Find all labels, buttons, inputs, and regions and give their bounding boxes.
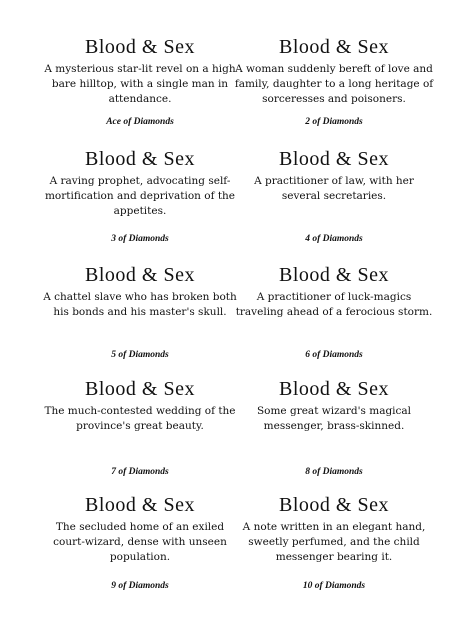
card-title: Blood & Sex bbox=[279, 378, 389, 400]
card-description: A woman suddenly bereft of love and family, daughter to a long heritage of sorceresses and poisoners. bbox=[234, 63, 434, 105]
card-ace-of-diamonds bbox=[40, 36, 240, 127]
card-label: 10 of Diamonds bbox=[302, 581, 366, 591]
card-description: A practitioner of luck-magics traveling ahead of a ferocious storm. bbox=[235, 291, 433, 318]
card-label: 9 of Diamonds bbox=[111, 581, 169, 591]
card-9-of-diamonds bbox=[40, 494, 240, 591]
card-title: Blood & Sex bbox=[85, 378, 195, 400]
card-description: The secluded home of an exiled court-wizard, dense with unseen population. bbox=[53, 521, 227, 563]
card-title: Blood & Sex bbox=[85, 264, 195, 286]
card-title: Blood & Sex bbox=[85, 148, 195, 170]
card-title: Blood & Sex bbox=[279, 264, 389, 286]
card-description: A raving prophet, advocating self-mortification and deprivation of the appetites. bbox=[44, 175, 236, 217]
card-label: 5 of Diamonds bbox=[111, 350, 169, 360]
card-description: A chattel slave who has broken both his bonds and his master's skull. bbox=[43, 291, 237, 318]
card-7-of-diamonds bbox=[40, 378, 240, 477]
card-label: 6 of Diamonds bbox=[305, 350, 363, 360]
card-description: Some great wizard's magical messenger, brass-skinned. bbox=[256, 405, 412, 432]
card-5-of-diamonds bbox=[40, 264, 240, 360]
card-6-of-diamonds bbox=[234, 264, 434, 360]
card-4-of-diamonds bbox=[234, 148, 434, 244]
card-3-of-diamonds bbox=[40, 148, 240, 244]
card-label: Ace of Diamonds bbox=[106, 117, 174, 127]
card-title: Blood & Sex bbox=[279, 494, 389, 516]
card-description: The much-contested wedding of the province's great beauty. bbox=[44, 405, 236, 432]
card-description: A mysterious star-lit revel on a high bare hilltop, with a single man in attendance. bbox=[44, 63, 236, 105]
card-label: 7 of Diamonds bbox=[111, 467, 169, 477]
card-label: 4 of Diamonds bbox=[305, 234, 363, 244]
card-title: Blood & Sex bbox=[85, 36, 195, 58]
card-2-of-diamonds bbox=[234, 36, 434, 127]
card-description: A note written in an elegant hand, sweetly perfumed, and the child messenger bearing it. bbox=[242, 521, 426, 563]
card-label: 8 of Diamonds bbox=[305, 467, 363, 477]
card-title: Blood & Sex bbox=[85, 494, 195, 516]
card-description: A practitioner of law, with her several secretaries. bbox=[254, 175, 414, 202]
card-title: Blood & Sex bbox=[279, 36, 389, 58]
card-title: Blood & Sex bbox=[279, 148, 389, 170]
card-label: 2 of Diamonds bbox=[305, 117, 363, 127]
card-10-of-diamonds bbox=[234, 494, 434, 591]
card-label: 3 of Diamonds bbox=[111, 234, 169, 244]
card-8-of-diamonds bbox=[234, 378, 434, 477]
